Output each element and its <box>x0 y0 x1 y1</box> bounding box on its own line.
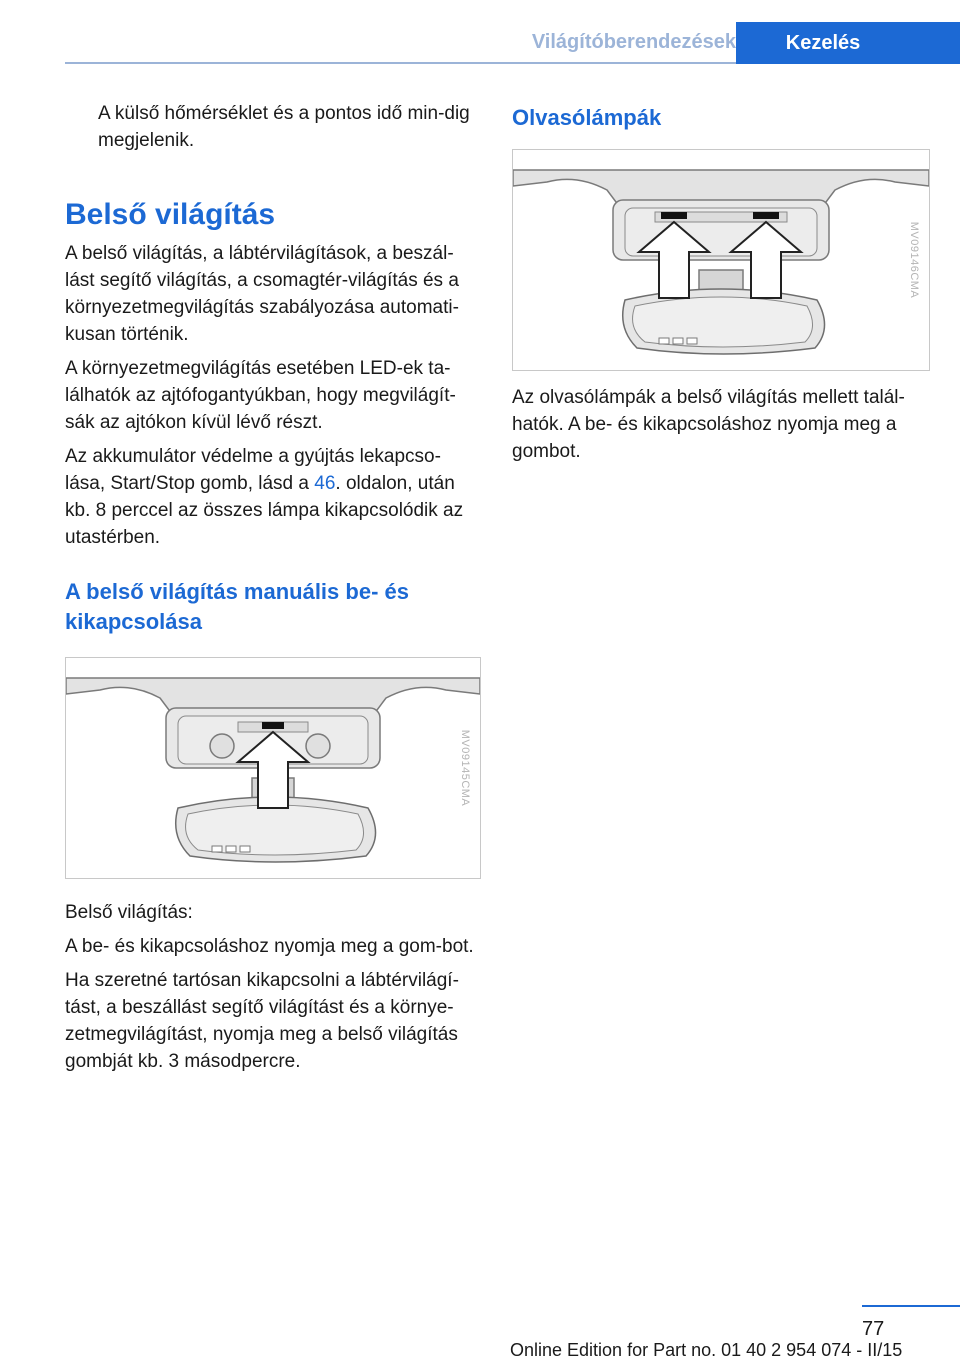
footer-divider <box>862 1305 960 1307</box>
interior-light-illustration <box>66 658 480 878</box>
header-section-title: Világítóberendezések <box>531 31 736 53</box>
subsection-heading: A belső világítás manuális be- és kikapcsolása <box>65 579 409 634</box>
page-link[interactable]: 46 <box>314 473 336 494</box>
page-number: 77 <box>862 1318 885 1340</box>
paragraph: Az olvasólámpák a belső világítás mellett talál‐hatók. A be- és kikapcsoláshoz nyomja meg a gombot. <box>512 387 905 462</box>
right-column <box>512 100 932 472</box>
paragraph: Ha szeretné tartósan kikapcsolni a lábtérvilágí‐tást, a beszállást segítő világítást és a környe‐zetmegvilágítást, nyomja meg a belső világítás gombját kb. 3 másodpercre. <box>65 970 459 1072</box>
section-heading: Belső világítás <box>65 198 276 231</box>
paragraph-with-link: Az akkumulátor védelme a gyújtás lekapcso‐lása, Start/Stop gomb, lásd a 46. oldalon, után kb. 8 perccel az összes lámpa kikapcsolódik az utastérben. <box>65 446 464 548</box>
intro-paragraph: A külső hőmérséklet és a pontos idő min‐dig megjelenik. <box>98 103 470 151</box>
figure-code: MV09145CMA <box>459 729 471 807</box>
footer-edition: Online Edition for Part no. 01 40 2 954 074 - II/15 <box>510 1340 903 1360</box>
left-column <box>65 100 481 1082</box>
figure-code: MV09146CMA <box>908 221 920 299</box>
subsection-heading: Olvasólámpák <box>512 105 662 130</box>
header-chapter-tab: Kezelés <box>736 22 960 64</box>
paragraph: A belső világítás, a lábtérvilágítások, a beszál‐lást segítő világítás, a csomagtér-világítás és a környezetmegvilágítás szabályozása automati‐kusan történik. <box>65 243 459 345</box>
paragraph: Belső világítás: <box>65 902 193 923</box>
paragraph: A környezetmegvilágítás esetében LED-ek ta‐lálhatók az ajtófogantyúkban, hogy megvilágít‐sák az ajtókon kívül lévő részt. <box>65 358 456 433</box>
reading-lights-figure <box>512 149 930 371</box>
paragraph: A be- és kikapcsoláshoz nyomja meg a gom‐bot. <box>65 936 474 957</box>
interior-light-figure <box>65 657 481 879</box>
reading-lights-illustration <box>513 150 929 370</box>
